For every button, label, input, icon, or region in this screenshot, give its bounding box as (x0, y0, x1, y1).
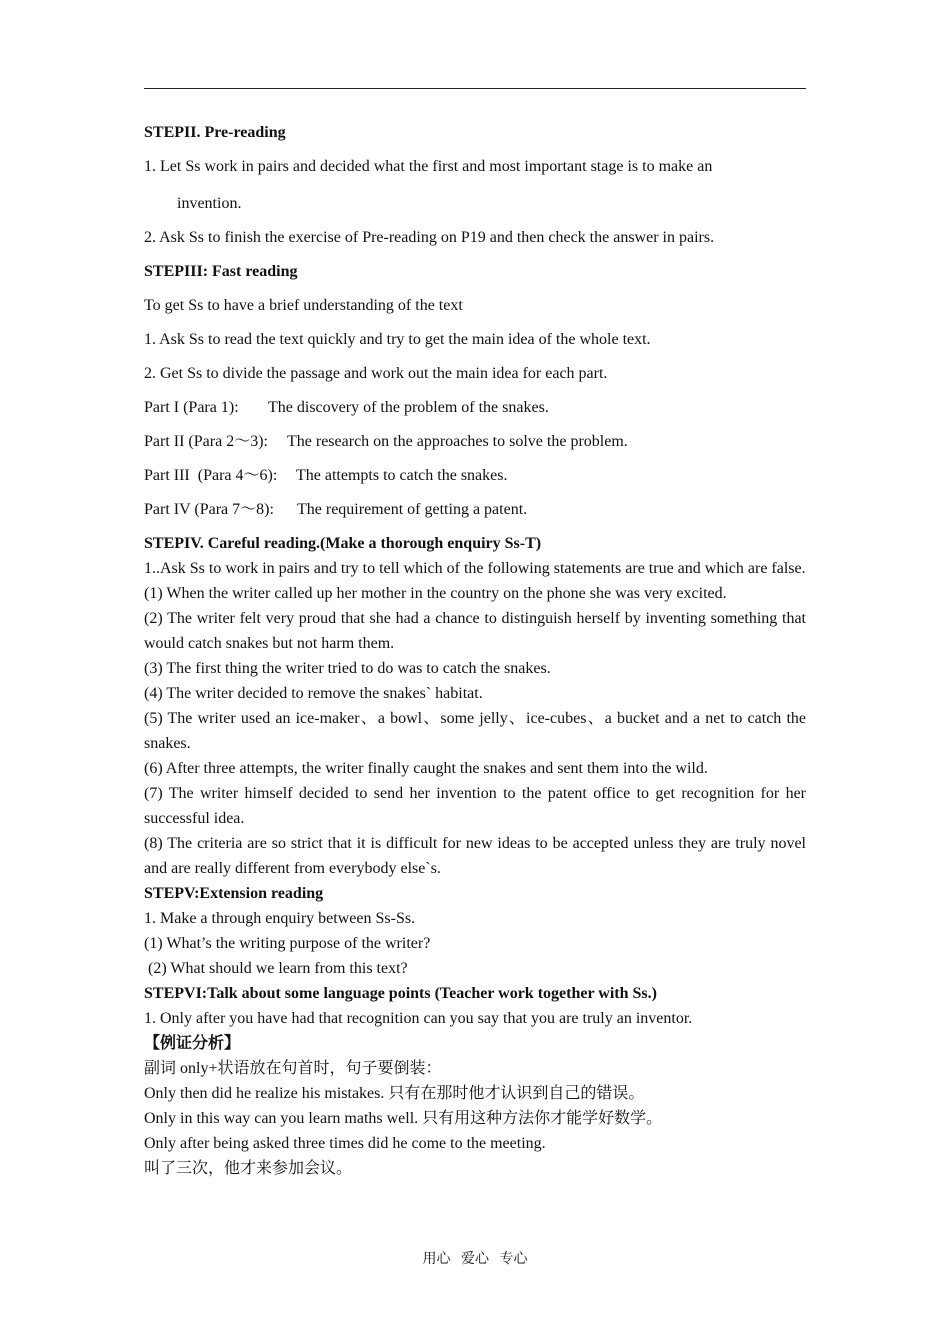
step6-heading: STEPVI:Talk about some language points (Teacher work together with Ss.) (144, 985, 657, 1002)
statement: (1) When the writer called up her mother in the country on the phone she was very excited. (144, 585, 727, 602)
header-rule (144, 88, 806, 89)
step3-item2: 2. Get Ss to divide the passage and work out the main idea for each part. (144, 365, 608, 382)
part-text: The requirement of getting a patent. (297, 501, 528, 518)
part-row (144, 429, 806, 454)
step2-item1 (144, 154, 806, 216)
statement: (8) The criteria are so strict that it is difficult for new ideas to be accepted unless they are truly novel and are really different from everybody else`s. (144, 835, 806, 877)
step2-item1-continuation: invention. (177, 195, 242, 212)
step2-item1-text: 1. Let Ss work in pairs and decided what the first and most important stage is to make an (144, 158, 713, 175)
statement: (5) The writer used an ice-maker、a bowl、some jelly、ice-cubes、a bucket and a net to catch the snakes. (144, 710, 806, 752)
page-footer: 用心 爱心 专心 (422, 1252, 528, 1267)
statement: (2) The writer felt very proud that she had a chance to distinguish herself by inventing something that would catch snakes but not harm them. (144, 610, 806, 652)
part-row (144, 463, 806, 488)
grammar-rule: 副词 only+状语放在句首时，句子要倒装： (144, 1060, 442, 1077)
example-sentence: Only in this way can you learn maths well. 只有用这种方法你才能学好数学。 (144, 1110, 663, 1127)
part-text: The research on the approaches to solve the problem. (287, 433, 628, 450)
part-row (144, 395, 806, 420)
step6-item1: 1. Only after you have had that recognition can you say that you are truly an inventor. (144, 1010, 693, 1027)
statement: (6) After three attempts, the writer finally caught the snakes and sent them into the wild. (144, 760, 708, 777)
part-label: Part IV (Para 7～8): (144, 501, 274, 518)
part-text: The discovery of the problem of the snakes. (268, 399, 549, 416)
step2-heading: STEPII. Pre-reading (144, 124, 286, 141)
part-row (144, 497, 806, 522)
statement: (7) The writer himself decided to send her invention to the patent office to get recognition for her successful idea. (144, 785, 806, 827)
step3-item1: 1. Ask Ss to read the text quickly and try to get the main idea of the whole text. (144, 331, 651, 348)
part-text: The attempts to catch the snakes. (296, 467, 508, 484)
step3-heading: STEPIII: Fast reading (144, 263, 298, 280)
statement: (4) The writer decided to remove the snakes` habitat. (144, 685, 483, 702)
step4-intro: 1..Ask Ss to work in pairs and try to tell which of the following statements are true and which are false. (144, 560, 806, 577)
analysis-title: 【例证分析】 (144, 1035, 241, 1052)
part-label: Part I (Para 1): (144, 399, 239, 416)
step2-item2: 2. Ask Ss to finish the exercise of Pre-reading on P19 and then check the answer in pairs. (144, 229, 715, 246)
step5-item1: 1. Make a through enquiry between Ss-Ss. (144, 910, 416, 927)
document-body (144, 120, 806, 1181)
step4-heading: STEPIV. Careful reading.(Make a thorough enquiry Ss-T) (144, 535, 542, 552)
statement: (3) The first thing the writer tried to do was to catch the snakes. (144, 660, 551, 677)
example-sentence: Only then did he realize his mistakes. 只有在那时他才认识到自己的错误。 (144, 1085, 645, 1102)
step5-question: (2) What should we learn from this text? (144, 960, 408, 977)
part-label: Part III (Para 4～6): (144, 467, 278, 484)
step5-question: (1) What’s the writing purpose of the writer? (144, 935, 431, 952)
part-label: Part II (Para 2～3): (144, 433, 268, 450)
example-sentence: Only after being asked three times did he come to the meeting. (144, 1135, 546, 1152)
step5-heading: STEPV:Extension reading (144, 885, 324, 902)
example-sentence: 叫了三次，他才来参加会议。 (144, 1160, 353, 1177)
step3-intro: To get Ss to have a brief understanding of the text (144, 297, 463, 314)
